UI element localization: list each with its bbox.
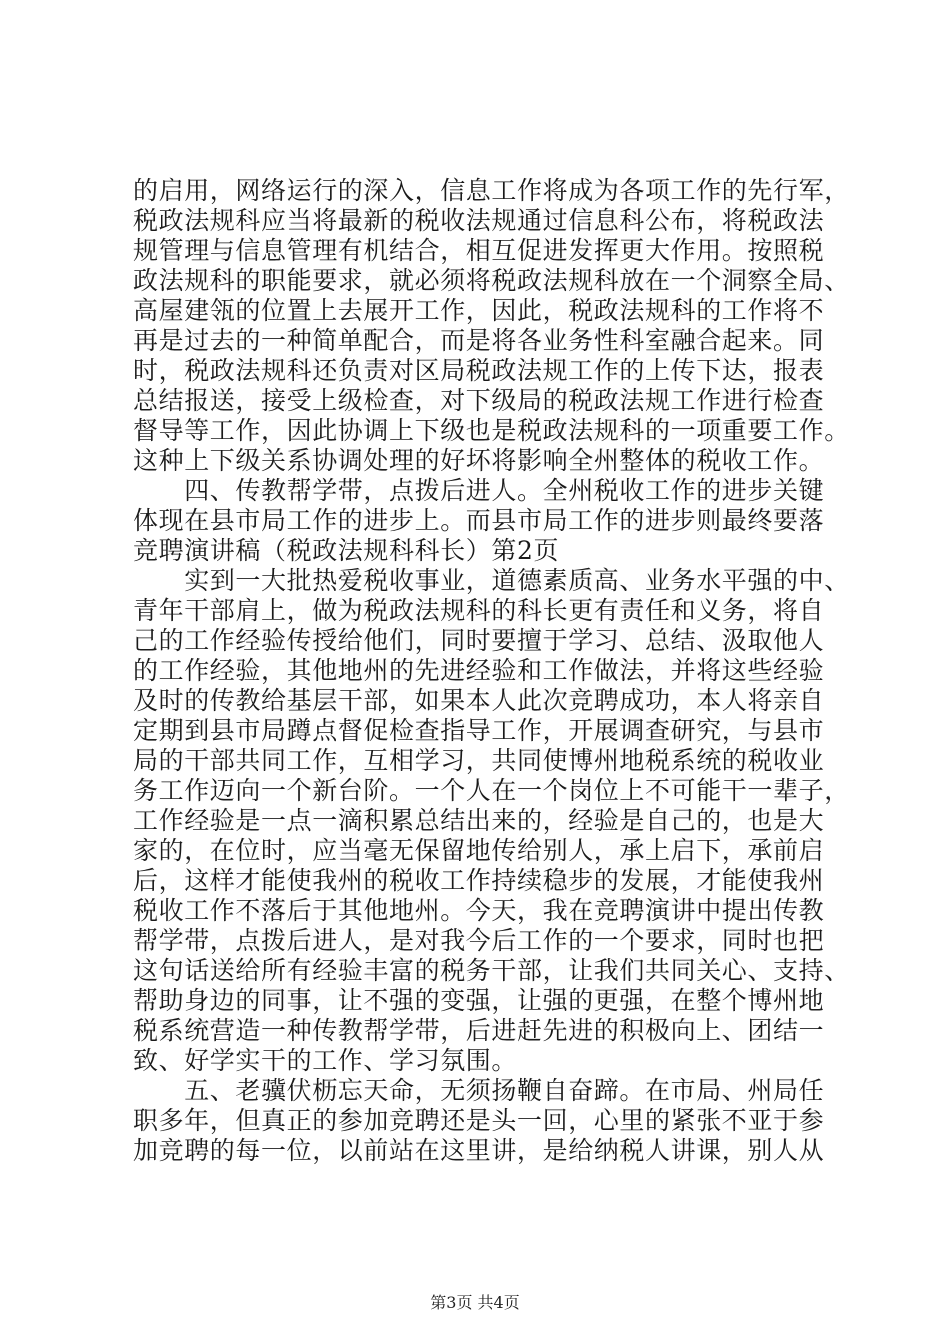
text-line: 青年干部肩上，做为税政法规科的科长更有责任和义务，将自: [133, 596, 825, 625]
text-line: 帮助身边的同事，让不强的变强，让强的更强，在整个博州地: [133, 986, 825, 1015]
text-line: 税政法规科应当将最新的税收法规通过信息科公布，将税政法: [133, 206, 825, 235]
text-line: 及时的传教给基层干部，如果本人此次竞聘成功，本人将亲自: [133, 686, 825, 715]
text-line: 总结报送，接受上级检查，对下级局的税政法规工作进行检查: [133, 386, 825, 415]
section-five-start: 五、老骥伏枥忘天命，无须扬鞭自奋蹄。在市局、州局任: [133, 1076, 825, 1105]
text-line: 局的干部共同工作，互相学习，共同使博州地税系统的税收业: [133, 746, 825, 775]
text-line: 体现在县市局工作的进步上。而县市局工作的进步则最终要落: [133, 506, 825, 535]
inline-page-heading: 竞聘演讲稿（税政法规科科长）第2页: [133, 536, 560, 565]
text-line: 税系统营造一种传教帮学带，后进赶先进的积极向上、团结一: [133, 1016, 825, 1045]
text-line: 这种上下级关系协调处理的好坏将影响全州整体的税收工作。: [133, 446, 825, 475]
text-line: 帮学带，点拨后进人，是对我今后工作的一个要求，同时也把: [133, 926, 825, 955]
text-line: 定期到县市局蹲点督促检查指导工作，开展调查研究，与县市: [133, 716, 825, 745]
text-line: 规管理与信息管理有机结合，相互促进发挥更大作用。按照税: [133, 236, 825, 265]
text-line: 税收工作不落后于其他地州。今天，我在竞聘演讲中提出传教: [133, 896, 825, 925]
page-number-footer: 第3页 共4页: [430, 1293, 520, 1312]
text-line: 工作经验是一点一滴积累总结出来的，经验是自己的，也是大: [133, 806, 825, 835]
text-line: 督导等工作，因此协调上下级也是税政法规科的一项重要工作。: [133, 416, 850, 445]
text-line: 高屋建瓴的位置上去展开工作，因此，税政法规科的工作将不: [133, 296, 825, 325]
text-line: 己的工作经验传授给他们，同时要擅于学习、总结、汲取他人: [133, 626, 825, 655]
text-line: 后，这样才能使我州的税收工作持续稳步的发展，才能使我州: [133, 866, 825, 895]
text-line: 的启用，网络运行的深入，信息工作将成为各项工作的先行军，: [133, 176, 850, 205]
text-line: 加竞聘的每一位，以前站在这里讲，是给纳税人讲课，别人从: [133, 1136, 825, 1165]
body-text: [133, 176, 853, 1166]
text-line: 职多年，但真正的参加竞聘还是头一回，心里的紧张不亚于参: [133, 1106, 825, 1135]
text-line: 的工作经验，其他地州的先进经验和工作做法，并将这些经验: [133, 656, 825, 685]
text-line: 这句话送给所有经验丰富的税务干部，让我们共同关心、支持、: [133, 956, 850, 985]
text-line: 致、好学实干的工作、学习氛围。: [133, 1046, 518, 1075]
text-line: 家的，在位时，应当毫无保留地传给别人，承上启下，承前启: [133, 836, 825, 865]
text-line: 再是过去的一种简单配合，而是将各业务性科室融合起来。同: [133, 326, 825, 355]
text-line: 务工作迈向一个新台阶。一个人在一个岗位上不可能干一辈子，: [133, 776, 850, 805]
text-line: 时，税政法规科还负责对区局税政法规工作的上传下达，报表: [133, 356, 825, 385]
section-four-start: 四、传教帮学带，点拨后进人。全州税收工作的进步关键: [133, 476, 825, 505]
text-line: 政法规科的职能要求，就必须将税政法规科放在一个洞察全局、: [133, 266, 850, 295]
text-line: 实到一大批热爱税收事业，道德素质高、业务水平强的中、: [133, 566, 850, 595]
